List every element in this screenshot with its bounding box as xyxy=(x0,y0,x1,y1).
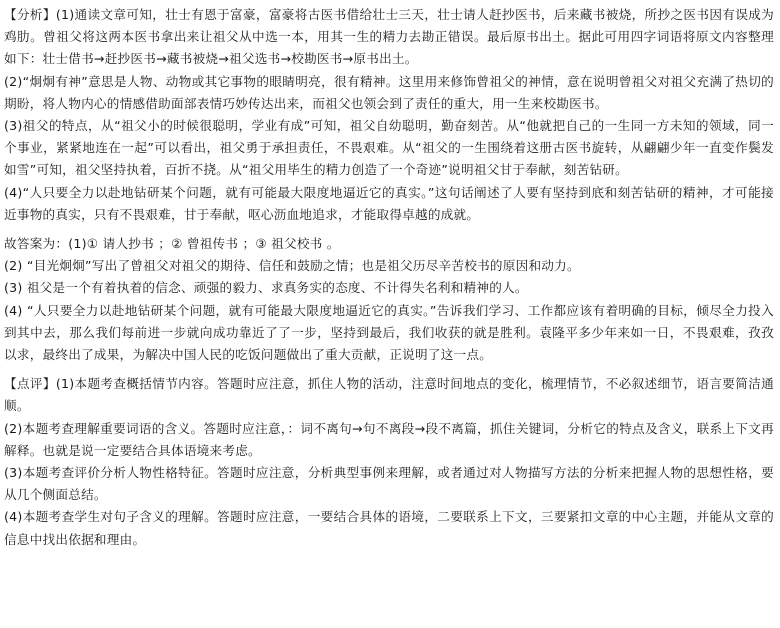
comment-paragraph-4: (4)本题考查学生对句子含义的理解。答题时应注意，一要结合具体的语境，二要联系上下文，三要紧扣文章的中心主题，并能从文章的信息中找出依据和理由。 xyxy=(4,509,774,547)
comment-section xyxy=(4,373,774,551)
analysis-paragraph-4: (4)“人只要全力以赴地钻研某个问题，就有可能最大限度地逼近它的真实。”这句话阐述了人要有坚持到底和刻苦钻研的精神，才可能接近事物的真实，只有不畏艰难，甘于奉献，呕心沥血地追求，才能取得卓越的成就。 xyxy=(4,184,774,222)
analysis-section xyxy=(4,4,774,226)
comment-paragraph-1: 【点评】(1)本题考查概括情节内容。答题时应注意，抓住人物的活动，注意时间地点的变化，梳理情节，不必叙述细节，语言要简洁通顺。 xyxy=(4,376,774,414)
section-gap xyxy=(4,366,774,373)
answer-paragraph-1: 故答案为：(1)① 请人抄书 ；② 曾祖传书 ；③ 祖父校书 。 xyxy=(4,236,340,252)
analysis-paragraph-3: (3)祖父的特点，从“祖父小的时候很聪明，学业有成”可知，祖父自幼聪明，勤奋刻苦。从“他就把自己的一生同一方未知的领域，同一个事业，紧紧地连在一起”可以看出，祖父勇于承担责任，不畏艰难。从“祖父的一生围绕着这册古医书旋转，从翩翩少年一直变作鬓发如雪”可知，祖父坚持执着，百折不挠。从“祖父用毕生的精力创造了一个奇迹”说明祖父甘于奉献，刻苦钻研。 xyxy=(4,118,774,178)
analysis-paragraph-1: 【分析】(1)通读文章可知，壮士有恩于富豪，富豪将古医书借给壮士三天，壮士请人赶抄医书，后来藏书被烧，所抄之医书因有误成为鸡肋。曾祖父将这两本医书拿出来让祖父从中选一本，用其一生的精力去勘正错误。最后原书出土。据此可用四字词语将原文内容整理如下：壮士借书→赶抄医书→藏书被烧→祖父选书→校勘医书→原书出土。 xyxy=(4,7,774,67)
answer-paragraph-3: (3) 祖父是一个有着执着的信念、顽强的毅力、求真务实的态度、不计得失名利和精神的人。 xyxy=(4,280,528,296)
answer-section xyxy=(4,233,774,366)
analysis-paragraph-2: (2)“炯炯有神”意思是人物、动物或其它事物的眼睛明亮，很有精神。这里用来修饰曾祖父的神情，意在说明曾祖父对祖父充满了热切的期盼，将人物内心的情感借助面部表情巧妙传达出来，而祖父也领会到了责任的重大，用一生来校勘医书。 xyxy=(4,73,774,111)
answer-paragraph-2: (2) “目光炯炯”写出了曾祖父对祖父的期待、信任和鼓励之情；也是祖父历尽辛苦校书的原因和动力。 xyxy=(4,258,580,274)
comment-paragraph-3: (3)本题考查评价分析人物性格特征。答题时应注意，分析典型事例来理解，或者通过对人物描写方法的分析来把握人物的思想性格，要从几个侧面总结。 xyxy=(4,465,774,503)
comment-paragraph-2: (2)本题考查理解重要词语的含义。答题时应注意，：词不离句→句不离段→段不离篇，抓住关键词，分析它的特点及含义，联系上下文再解释。也就是说一定要结合具体语境来考虑。 xyxy=(4,420,774,458)
section-gap xyxy=(4,226,774,233)
answer-paragraph-4: (4) “人只要全力以赴地钻研某个问题，就有可能最大限度地逼近它的真实。”告诉我们学习、工作都应该有着明确的目标，倾尽全力投入到其中去，那么我们每前进一步就向成功靠近了了一步，坚持到最后，我们收获的就是胜利。袁隆平多少年来如一日，不畏艰难，孜孜以求，最终出了成果，为解决中国人民的吃饭问题做出了重大贡献，正说明了这一点。 xyxy=(4,302,774,363)
